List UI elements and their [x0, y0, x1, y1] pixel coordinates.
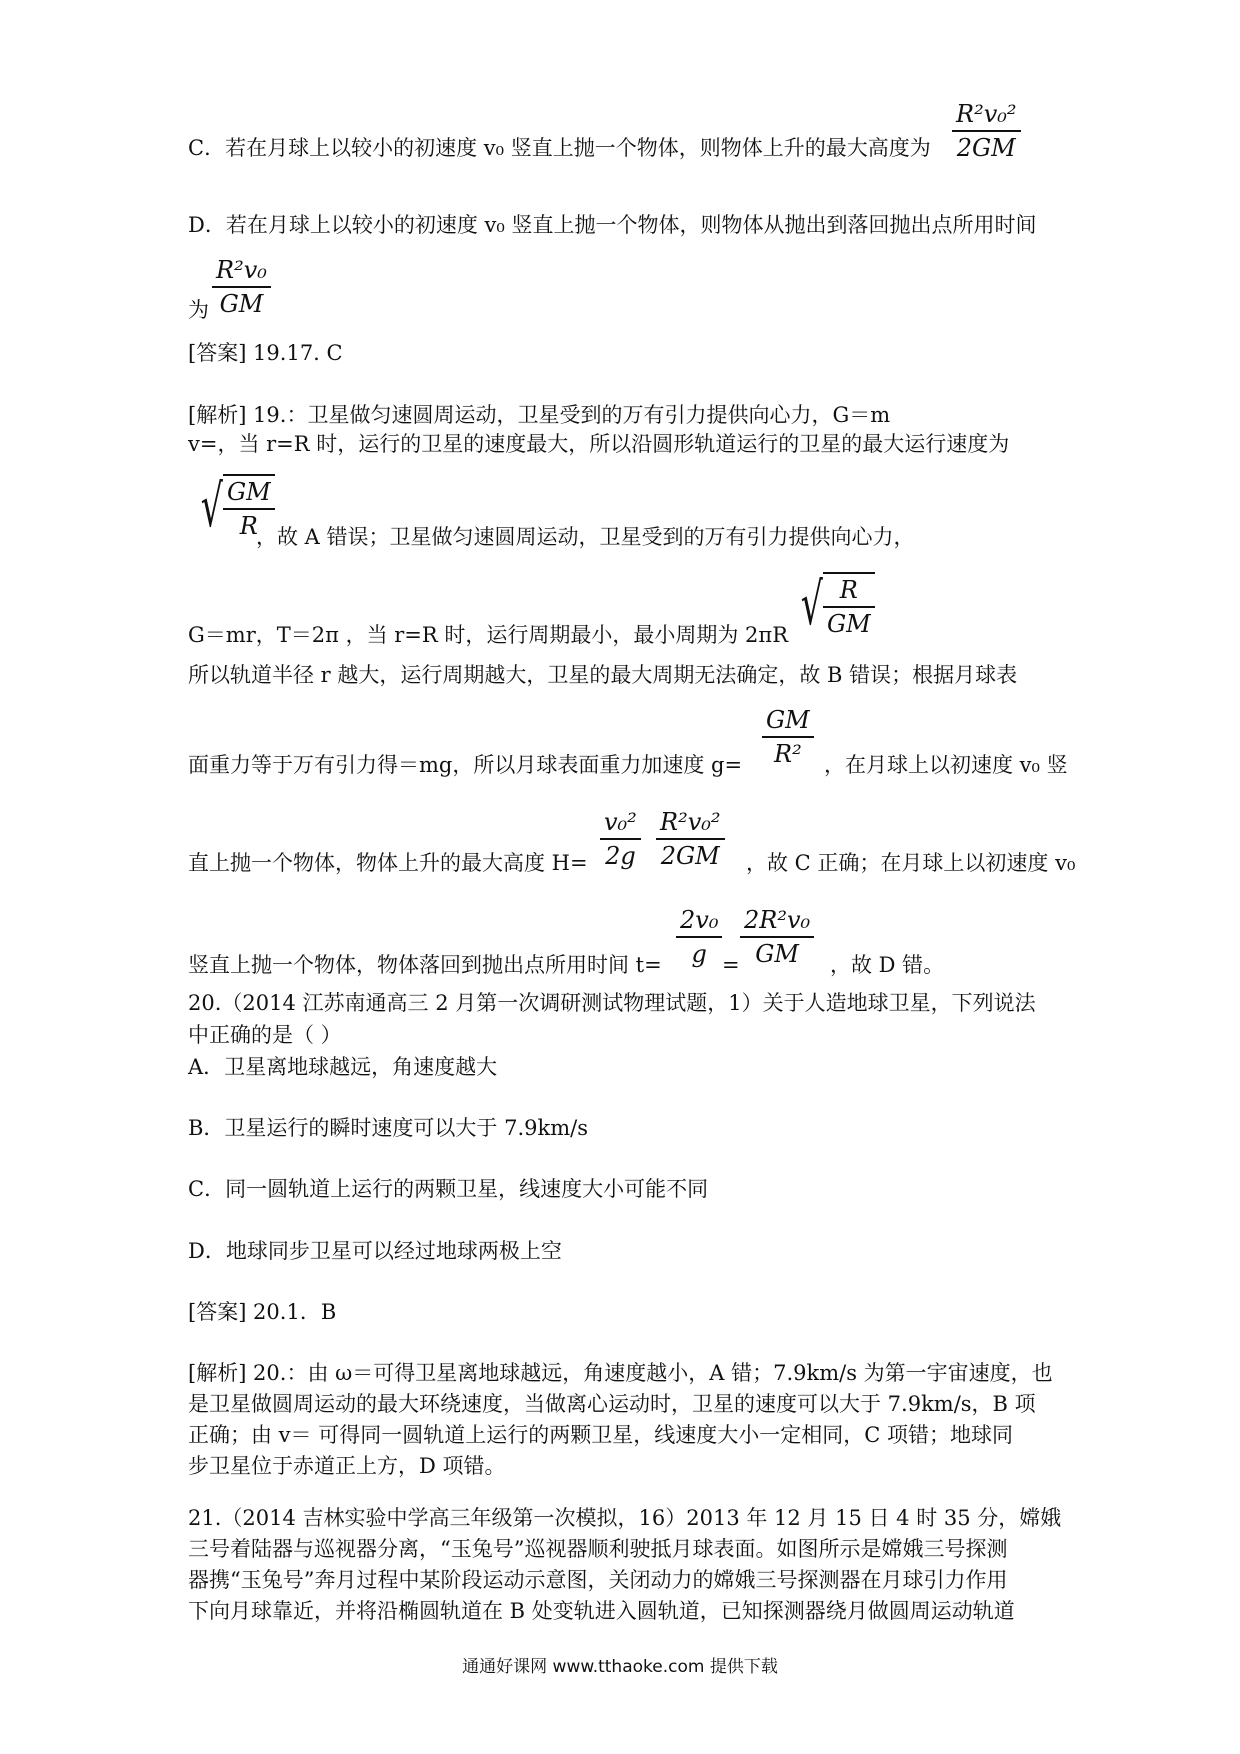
formula-numerator: 2v₀ [680, 906, 719, 934]
explanation-19-line-4: G＝mr，T＝2π ，当 r=R 时，运行周期最小，最小周期为 2πR [188, 623, 789, 647]
page-footer: 通通好课网 www.tthaoke.com 提供下载 [462, 1657, 778, 1677]
formula-denominator: 2GM [956, 134, 1016, 162]
formula-h-final [656, 808, 725, 870]
question-20-line-1: 20.（2014 江苏南通高三 2 月第一次调研测试物理试题，1）关于人造地球卫星，下列说法 [188, 991, 1036, 1015]
formula-denominator: R [239, 512, 258, 540]
explanation-19-line-2: v=，当 r=R 时，运行的卫星的速度最大，所以沿圆形轨道运行的卫星的最大运行速度为 [188, 432, 1010, 456]
explanation-20-line-3: 正确；由 v＝ 可得同一圆轨道上运行的两颗卫星，线速度大小一定相同，C 项错；地球同 [188, 1423, 1013, 1447]
radical-sign: √ [200, 472, 223, 540]
formula-denominator: 2g [605, 842, 636, 870]
formula-moon-gravity [762, 706, 814, 768]
formula-h-v0sq-2g [600, 808, 641, 870]
formula-denominator: GM [826, 610, 871, 638]
fraction-bar [656, 838, 725, 840]
explanation-19-line-6b: ，在月球上以初速度 v₀ 竖 [824, 753, 1068, 777]
equals-sign: = [722, 953, 740, 977]
fraction-bar [212, 286, 271, 288]
explanation-20-line-1: [解析] 20.：由 ω＝可得卫星离地球越远，角速度越小，A 错；7.9km/s 为第一宇宙速度，也 [188, 1361, 1053, 1385]
question-21-line-1: 21.（2014 吉林实验中学高三年级第一次模拟，16）2013 年 12 月 15 日 4 时 35 分，嫦娥 [188, 1506, 1062, 1530]
fraction-bar [676, 936, 722, 938]
option-d-continuation: 为 [188, 298, 209, 322]
formula-numerator: 2R²v₀ [744, 906, 811, 934]
explanation-20-line-2: 是卫星做圆周运动的最大环绕速度，当做离心运动时，卫星的速度可以大于 7.9km/s，B 项 [188, 1392, 1036, 1416]
explanation-19-line-7b: ，故 C 正确；在月球上以初速度 v₀ [746, 851, 1076, 875]
formula-numerator: R²v₀² [660, 808, 721, 836]
explanation-19-line-6a: 面重力等于万有引力得＝mg，所以月球表面重力加速度 g= [188, 753, 743, 777]
fraction-bar [823, 606, 875, 608]
radical-sign: √ [800, 570, 823, 638]
answer-20: [答案] 20.1．B [188, 1300, 337, 1324]
fraction-bar [952, 130, 1021, 132]
explanation-19-line-1: [解析] 19.：卫星做匀速圆周运动，卫星受到的万有引力提供向心力，G＝m [188, 403, 891, 427]
formula-denominator: GM [755, 940, 799, 968]
explanation-19-line-5: 所以轨道半径 r 越大，运行周期越大，卫星的最大周期无法确定，故 B 错误；根据月球表 [188, 663, 1018, 687]
question-21-line-2: 三号着陆器与巡视器分离，“玉兔号”巡视器顺利驶抵月球表面。如图所示是嫦娥三号探测 [188, 1537, 1008, 1561]
formula-numerator: GM [226, 478, 271, 506]
explanation-19-line-8a: 竖直上抛一个物体，物体落回到抛出点所用时间 t= [188, 953, 662, 977]
sqrt-r-over-gm [786, 572, 875, 638]
formula-denominator: GM [219, 290, 264, 318]
formula-numerator: v₀² [604, 808, 637, 836]
question-20-option-b: B．卫星运行的瞬时速度可以大于 7.9km/s [188, 1116, 588, 1140]
explanation-19-line-7a: 直上抛一个物体，物体上升的最大高度 H= [188, 851, 588, 875]
question-21-line-3: 器携“玉兔号”奔月过程中某阶段运动示意图，关闭动力的嫦娥三号探测器在月球引力作用 [188, 1568, 1008, 1592]
question-20-option-c: C．同一圆轨道上运行的两颗卫星，线速度大小可能不同 [188, 1177, 709, 1201]
formula-numerator: R²v₀ [216, 256, 267, 284]
radicand-fraction [823, 576, 875, 638]
question-20-option-d: D．地球同步卫星可以经过地球两极上空 [188, 1239, 562, 1263]
radicand [823, 572, 875, 638]
fraction-bar [762, 736, 814, 738]
explanation-19-line-8c: ，故 D 错。 [830, 953, 945, 977]
formula-numerator: R [839, 576, 858, 604]
answer-19: [答案] 19.17. C [188, 341, 343, 365]
formula-t-2v0-g [676, 906, 722, 968]
formula-t-final [740, 906, 814, 968]
formula-denominator: R² [774, 740, 802, 768]
fraction-bar [740, 936, 814, 938]
formula-denominator: 2GM [660, 842, 720, 870]
formula-max-height [952, 100, 1021, 162]
fraction-bar [223, 508, 275, 510]
formula-flight-time [212, 256, 271, 318]
explanation-20-line-4: 步卫星位于赤道正上方，D 项错。 [188, 1454, 506, 1478]
option-d-text: D．若在月球上以较小的初速度 v₀ 竖直上抛一个物体，则物体从抛出到落回抛出点所用时间 [188, 213, 1037, 237]
explanation-19-line-3: ，故 A 错误；卫星做匀速圆周运动，卫星受到的万有引力提供向心力， [256, 525, 915, 549]
question-20-option-a: A．卫星离地球越远，角速度越大 [188, 1055, 498, 1079]
option-c-text: C．若在月球上以较小的初速度 v₀ 竖直上抛一个物体，则物体上升的最大高度为 [188, 136, 931, 160]
fraction-bar [600, 838, 641, 840]
formula-numerator: R²v₀² [956, 100, 1017, 128]
formula-numerator: GM [766, 706, 810, 734]
question-21-line-4: 下向月球靠近，并将沿椭圆轨道在 B 处变轨进入圆轨道，已知探测器绕月做圆周运动轨道 [188, 1599, 1015, 1623]
formula-denominator: g [691, 940, 707, 968]
question-20-line-2: 中正确的是（ ） [188, 1023, 342, 1047]
